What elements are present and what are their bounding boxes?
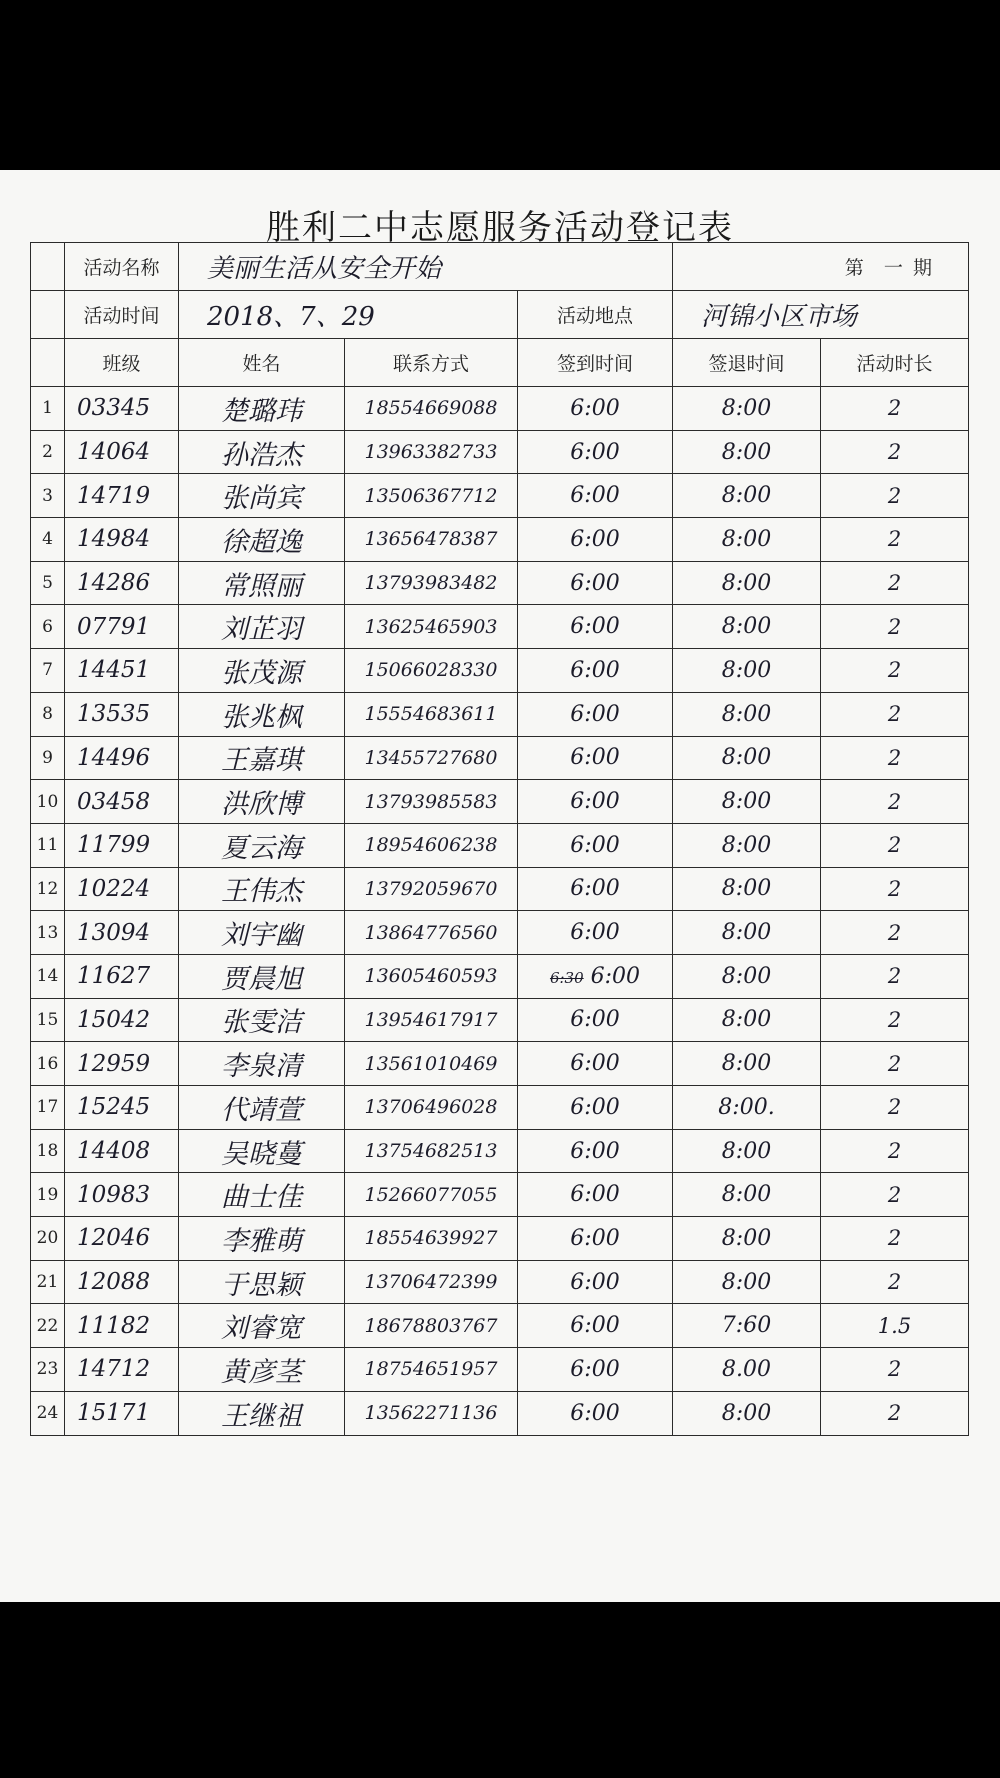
phone-cell: 13561010469 <box>345 1042 518 1086</box>
row-number: 13 <box>31 911 65 955</box>
class-cell: 14719 <box>65 474 179 518</box>
row-number: 7 <box>31 649 65 693</box>
phone-cell: 13864776560 <box>345 911 518 955</box>
name-cell: 曲士佳 <box>179 1173 345 1217</box>
row-number: 18 <box>31 1129 65 1173</box>
duration-cell: 2 <box>821 1042 969 1086</box>
column-header-class: 班级 <box>65 339 179 387</box>
phone-cell: 13793985583 <box>345 780 518 824</box>
duration-cell: 2 <box>821 867 969 911</box>
sign-out-cell: 8:00. <box>673 1086 821 1130</box>
sign-out-cell: 8:00 <box>673 430 821 474</box>
sign-out-cell: 8:00 <box>673 911 821 955</box>
phone-cell: 18954606238 <box>345 823 518 867</box>
duration-cell: 2 <box>821 1129 969 1173</box>
sign-out-cell: 8:00 <box>673 518 821 562</box>
class-cell: 13094 <box>65 911 179 955</box>
column-header-sign-out: 签退时间 <box>673 339 821 387</box>
table-row <box>31 1129 969 1173</box>
class-cell: 14408 <box>65 1129 179 1173</box>
duration-cell: 2 <box>821 1086 969 1130</box>
phone-cell: 18554639927 <box>345 1217 518 1261</box>
table-row <box>31 736 969 780</box>
phone-cell: 18678803767 <box>345 1304 518 1348</box>
name-cell: 王嘉琪 <box>179 736 345 780</box>
class-cell: 11799 <box>65 823 179 867</box>
sign-out-cell: 8:00 <box>673 649 821 693</box>
sign-in-cell: 6:00 <box>518 1260 673 1304</box>
row-number: 9 <box>31 736 65 780</box>
table-row <box>31 387 969 431</box>
class-cell: 15171 <box>65 1391 179 1435</box>
activity-place-value: 河锦小区市场 <box>673 291 969 339</box>
class-cell: 12959 <box>65 1042 179 1086</box>
table-row <box>31 780 969 824</box>
sign-in-cell: 6:00 <box>518 1391 673 1435</box>
table-row <box>31 474 969 518</box>
table-row <box>31 1217 969 1261</box>
activity-time-row <box>31 291 969 339</box>
class-cell: 15042 <box>65 998 179 1042</box>
duration-cell: 2 <box>821 387 969 431</box>
row-number: 17 <box>31 1086 65 1130</box>
phone-cell: 13605460593 <box>345 954 518 998</box>
sign-out-cell: 8:00 <box>673 780 821 824</box>
table-row <box>31 998 969 1042</box>
column-header-name: 姓名 <box>179 339 345 387</box>
row-number: 21 <box>31 1260 65 1304</box>
duration-cell: 2 <box>821 518 969 562</box>
duration-cell: 2 <box>821 736 969 780</box>
phone-cell: 13656478387 <box>345 518 518 562</box>
name-cell: 常照丽 <box>179 561 345 605</box>
sign-out-cell: 8:00 <box>673 605 821 649</box>
column-header-phone: 联系方式 <box>345 339 518 387</box>
sign-in-cell: 6:00 <box>518 692 673 736</box>
phone-cell: 13562271136 <box>345 1391 518 1435</box>
duration-cell: 2 <box>821 1348 969 1392</box>
name-cell: 夏云海 <box>179 823 345 867</box>
duration-cell: 2 <box>821 1260 969 1304</box>
class-cell: 14496 <box>65 736 179 780</box>
form-title: 胜利二中志愿服务活动登记表 <box>266 208 734 248</box>
duration-cell: 2 <box>821 561 969 605</box>
name-cell: 吴晓蔓 <box>179 1129 345 1173</box>
name-cell: 代靖萱 <box>179 1086 345 1130</box>
sign-in-cell: 6:00 <box>518 867 673 911</box>
row-number: 1 <box>31 387 65 431</box>
phone-cell: 15066028330 <box>345 649 518 693</box>
table-row <box>31 649 969 693</box>
class-cell: 12046 <box>65 1217 179 1261</box>
duration-cell: 2 <box>821 1217 969 1261</box>
class-cell: 11182 <box>65 1304 179 1348</box>
table-row <box>31 518 969 562</box>
sign-in-cell: 6:00 <box>518 1086 673 1130</box>
name-cell: 刘芷羽 <box>179 605 345 649</box>
table-row <box>31 911 969 955</box>
name-cell: 于思颖 <box>179 1260 345 1304</box>
class-cell: 07791 <box>65 605 179 649</box>
row-number: 22 <box>31 1304 65 1348</box>
sign-out-cell: 8.00 <box>673 1348 821 1392</box>
sign-out-cell: 8:00 <box>673 1391 821 1435</box>
sign-out-cell: 8:00 <box>673 1173 821 1217</box>
name-cell: 王继祖 <box>179 1391 345 1435</box>
row-number: 16 <box>31 1042 65 1086</box>
table-row <box>31 1086 969 1130</box>
phone-cell: 13706496028 <box>345 1086 518 1130</box>
duration-cell: 2 <box>821 605 969 649</box>
duration-cell: 2 <box>821 954 969 998</box>
issue-prefix: 第 <box>844 257 864 279</box>
row-number: 15 <box>31 998 65 1042</box>
class-cell: 15245 <box>65 1086 179 1130</box>
duration-cell: 2 <box>821 911 969 955</box>
name-cell: 李泉清 <box>179 1042 345 1086</box>
sign-in-cell: 6:00 <box>518 998 673 1042</box>
name-cell: 黄彦茎 <box>179 1348 345 1392</box>
sign-in-cell: 6:00 <box>518 518 673 562</box>
class-cell: 13535 <box>65 692 179 736</box>
name-cell: 刘睿宽 <box>179 1304 345 1348</box>
row-number: 6 <box>31 605 65 649</box>
name-cell: 贾晨旭 <box>179 954 345 998</box>
sign-in-cell: 6:00 <box>518 430 673 474</box>
activity-time-label: 活动时间 <box>65 291 179 339</box>
row-number: 2 <box>31 430 65 474</box>
class-cell: 14064 <box>65 430 179 474</box>
registration-form-paper <box>0 170 1000 1602</box>
row-number: 4 <box>31 518 65 562</box>
duration-cell: 2 <box>821 692 969 736</box>
sign-out-cell: 8:00 <box>673 1042 821 1086</box>
duration-cell: 2 <box>821 1391 969 1435</box>
sign-in-cell: 6:00 <box>518 823 673 867</box>
duration-cell: 2 <box>821 998 969 1042</box>
table-row <box>31 1260 969 1304</box>
sign-out-cell: 8:00 <box>673 1260 821 1304</box>
sign-in-cell: 6:00 <box>518 561 673 605</box>
activity-name-label: 活动名称 <box>65 243 179 291</box>
name-cell: 楚璐玮 <box>179 387 345 431</box>
row-number: 12 <box>31 867 65 911</box>
row-number: 11 <box>31 823 65 867</box>
duration-cell: 2 <box>821 823 969 867</box>
name-cell: 洪欣博 <box>179 780 345 824</box>
column-header-duration: 活动时长 <box>821 339 969 387</box>
sign-in-cell: 6:00 <box>518 1217 673 1261</box>
phone-cell: 13506367712 <box>345 474 518 518</box>
registration-table <box>30 242 969 1436</box>
issue-suffix: 期 <box>913 257 933 279</box>
table-row <box>31 1348 969 1392</box>
activity-name-value: 美丽生活从安全开始 <box>179 243 673 291</box>
table-row <box>31 867 969 911</box>
phone-cell: 13754682513 <box>345 1129 518 1173</box>
phone-cell: 18554669088 <box>345 387 518 431</box>
sign-out-cell: 8:00 <box>673 867 821 911</box>
phone-cell: 13706472399 <box>345 1260 518 1304</box>
sign-out-cell: 8:00 <box>673 1129 821 1173</box>
phone-cell: 18754651957 <box>345 1348 518 1392</box>
name-cell: 张茂源 <box>179 649 345 693</box>
row-number: 5 <box>31 561 65 605</box>
name-cell: 王伟杰 <box>179 867 345 911</box>
sign-in-cell: 6:00 <box>518 474 673 518</box>
issue-value: 一 <box>881 257 901 279</box>
phone-cell: 13792059670 <box>345 867 518 911</box>
name-cell: 孙浩杰 <box>179 430 345 474</box>
sign-in-cell: 6:00 <box>518 605 673 649</box>
phone-cell: 13625465903 <box>345 605 518 649</box>
row-number: 10 <box>31 780 65 824</box>
class-cell: 10224 <box>65 867 179 911</box>
sign-out-cell: 8:00 <box>673 823 821 867</box>
phone-cell: 13793983482 <box>345 561 518 605</box>
phone-cell: 15554683611 <box>345 692 518 736</box>
struck-sign-in: 6:30 <box>549 968 584 987</box>
class-cell: 14286 <box>65 561 179 605</box>
sign-in-cell: 6:00 <box>518 1348 673 1392</box>
table-row <box>31 1391 969 1435</box>
table-row <box>31 605 969 649</box>
column-header-row <box>31 339 969 387</box>
row-number: 23 <box>31 1348 65 1392</box>
issue-number <box>673 243 969 291</box>
table-row <box>31 430 969 474</box>
sign-in-cell: 6:00 <box>518 387 673 431</box>
column-header-sign-in: 签到时间 <box>518 339 673 387</box>
table-row <box>31 692 969 736</box>
sign-out-cell: 8:00 <box>673 561 821 605</box>
duration-cell: 2 <box>821 1173 969 1217</box>
table-row <box>31 823 969 867</box>
duration-cell: 1.5 <box>821 1304 969 1348</box>
sign-out-cell: 8:00 <box>673 736 821 780</box>
name-cell: 徐超逸 <box>179 518 345 562</box>
phone-cell: 13455727680 <box>345 736 518 780</box>
table-row <box>31 1304 969 1348</box>
sign-in-cell: 6:00 <box>518 1173 673 1217</box>
class-cell: 10983 <box>65 1173 179 1217</box>
table-row <box>31 954 969 998</box>
row-number: 19 <box>31 1173 65 1217</box>
sign-out-cell: 8:00 <box>673 954 821 998</box>
sign-out-cell: 8:00 <box>673 474 821 518</box>
activity-name-row <box>31 243 969 291</box>
name-cell: 张尚宾 <box>179 474 345 518</box>
class-cell: 03345 <box>65 387 179 431</box>
sign-in-cell <box>518 954 673 998</box>
row-number: 8 <box>31 692 65 736</box>
class-cell: 14451 <box>65 649 179 693</box>
activity-place-label: 活动地点 <box>518 291 673 339</box>
table-row <box>31 1173 969 1217</box>
sign-in-cell: 6:00 <box>518 649 673 693</box>
sign-out-cell: 8:00 <box>673 1217 821 1261</box>
duration-cell: 2 <box>821 649 969 693</box>
activity-time-value: 2018、7、29 <box>179 291 518 339</box>
class-cell: 11627 <box>65 954 179 998</box>
class-cell: 14984 <box>65 518 179 562</box>
duration-cell: 2 <box>821 430 969 474</box>
table-row <box>31 561 969 605</box>
class-cell: 03458 <box>65 780 179 824</box>
duration-cell: 2 <box>821 474 969 518</box>
sign-in-cell: 6:00 <box>518 736 673 780</box>
name-cell: 刘宇幽 <box>179 911 345 955</box>
phone-cell: 13963382733 <box>345 430 518 474</box>
class-cell: 12088 <box>65 1260 179 1304</box>
sign-in-cell: 6:00 <box>518 1129 673 1173</box>
table-row <box>31 1042 969 1086</box>
row-number: 20 <box>31 1217 65 1261</box>
name-cell: 李雅萌 <box>179 1217 345 1261</box>
phone-cell: 13954617917 <box>345 998 518 1042</box>
sign-out-cell: 8:00 <box>673 387 821 431</box>
name-cell: 张兆枫 <box>179 692 345 736</box>
sign-in-cell: 6:00 <box>518 1304 673 1348</box>
phone-cell: 15266077055 <box>345 1173 518 1217</box>
name-cell: 张雯洁 <box>179 998 345 1042</box>
duration-cell: 2 <box>821 780 969 824</box>
sign-in-cell: 6:00 <box>518 780 673 824</box>
row-number: 24 <box>31 1391 65 1435</box>
sign-out-cell: 8:00 <box>673 692 821 736</box>
sign-out-cell: 7:60 <box>673 1304 821 1348</box>
row-number: 3 <box>31 474 65 518</box>
class-cell: 14712 <box>65 1348 179 1392</box>
row-number: 14 <box>31 954 65 998</box>
sign-out-cell: 8:00 <box>673 998 821 1042</box>
sign-in-value: 6:00 <box>590 963 641 989</box>
sign-in-cell: 6:00 <box>518 1042 673 1086</box>
sign-in-cell: 6:00 <box>518 911 673 955</box>
